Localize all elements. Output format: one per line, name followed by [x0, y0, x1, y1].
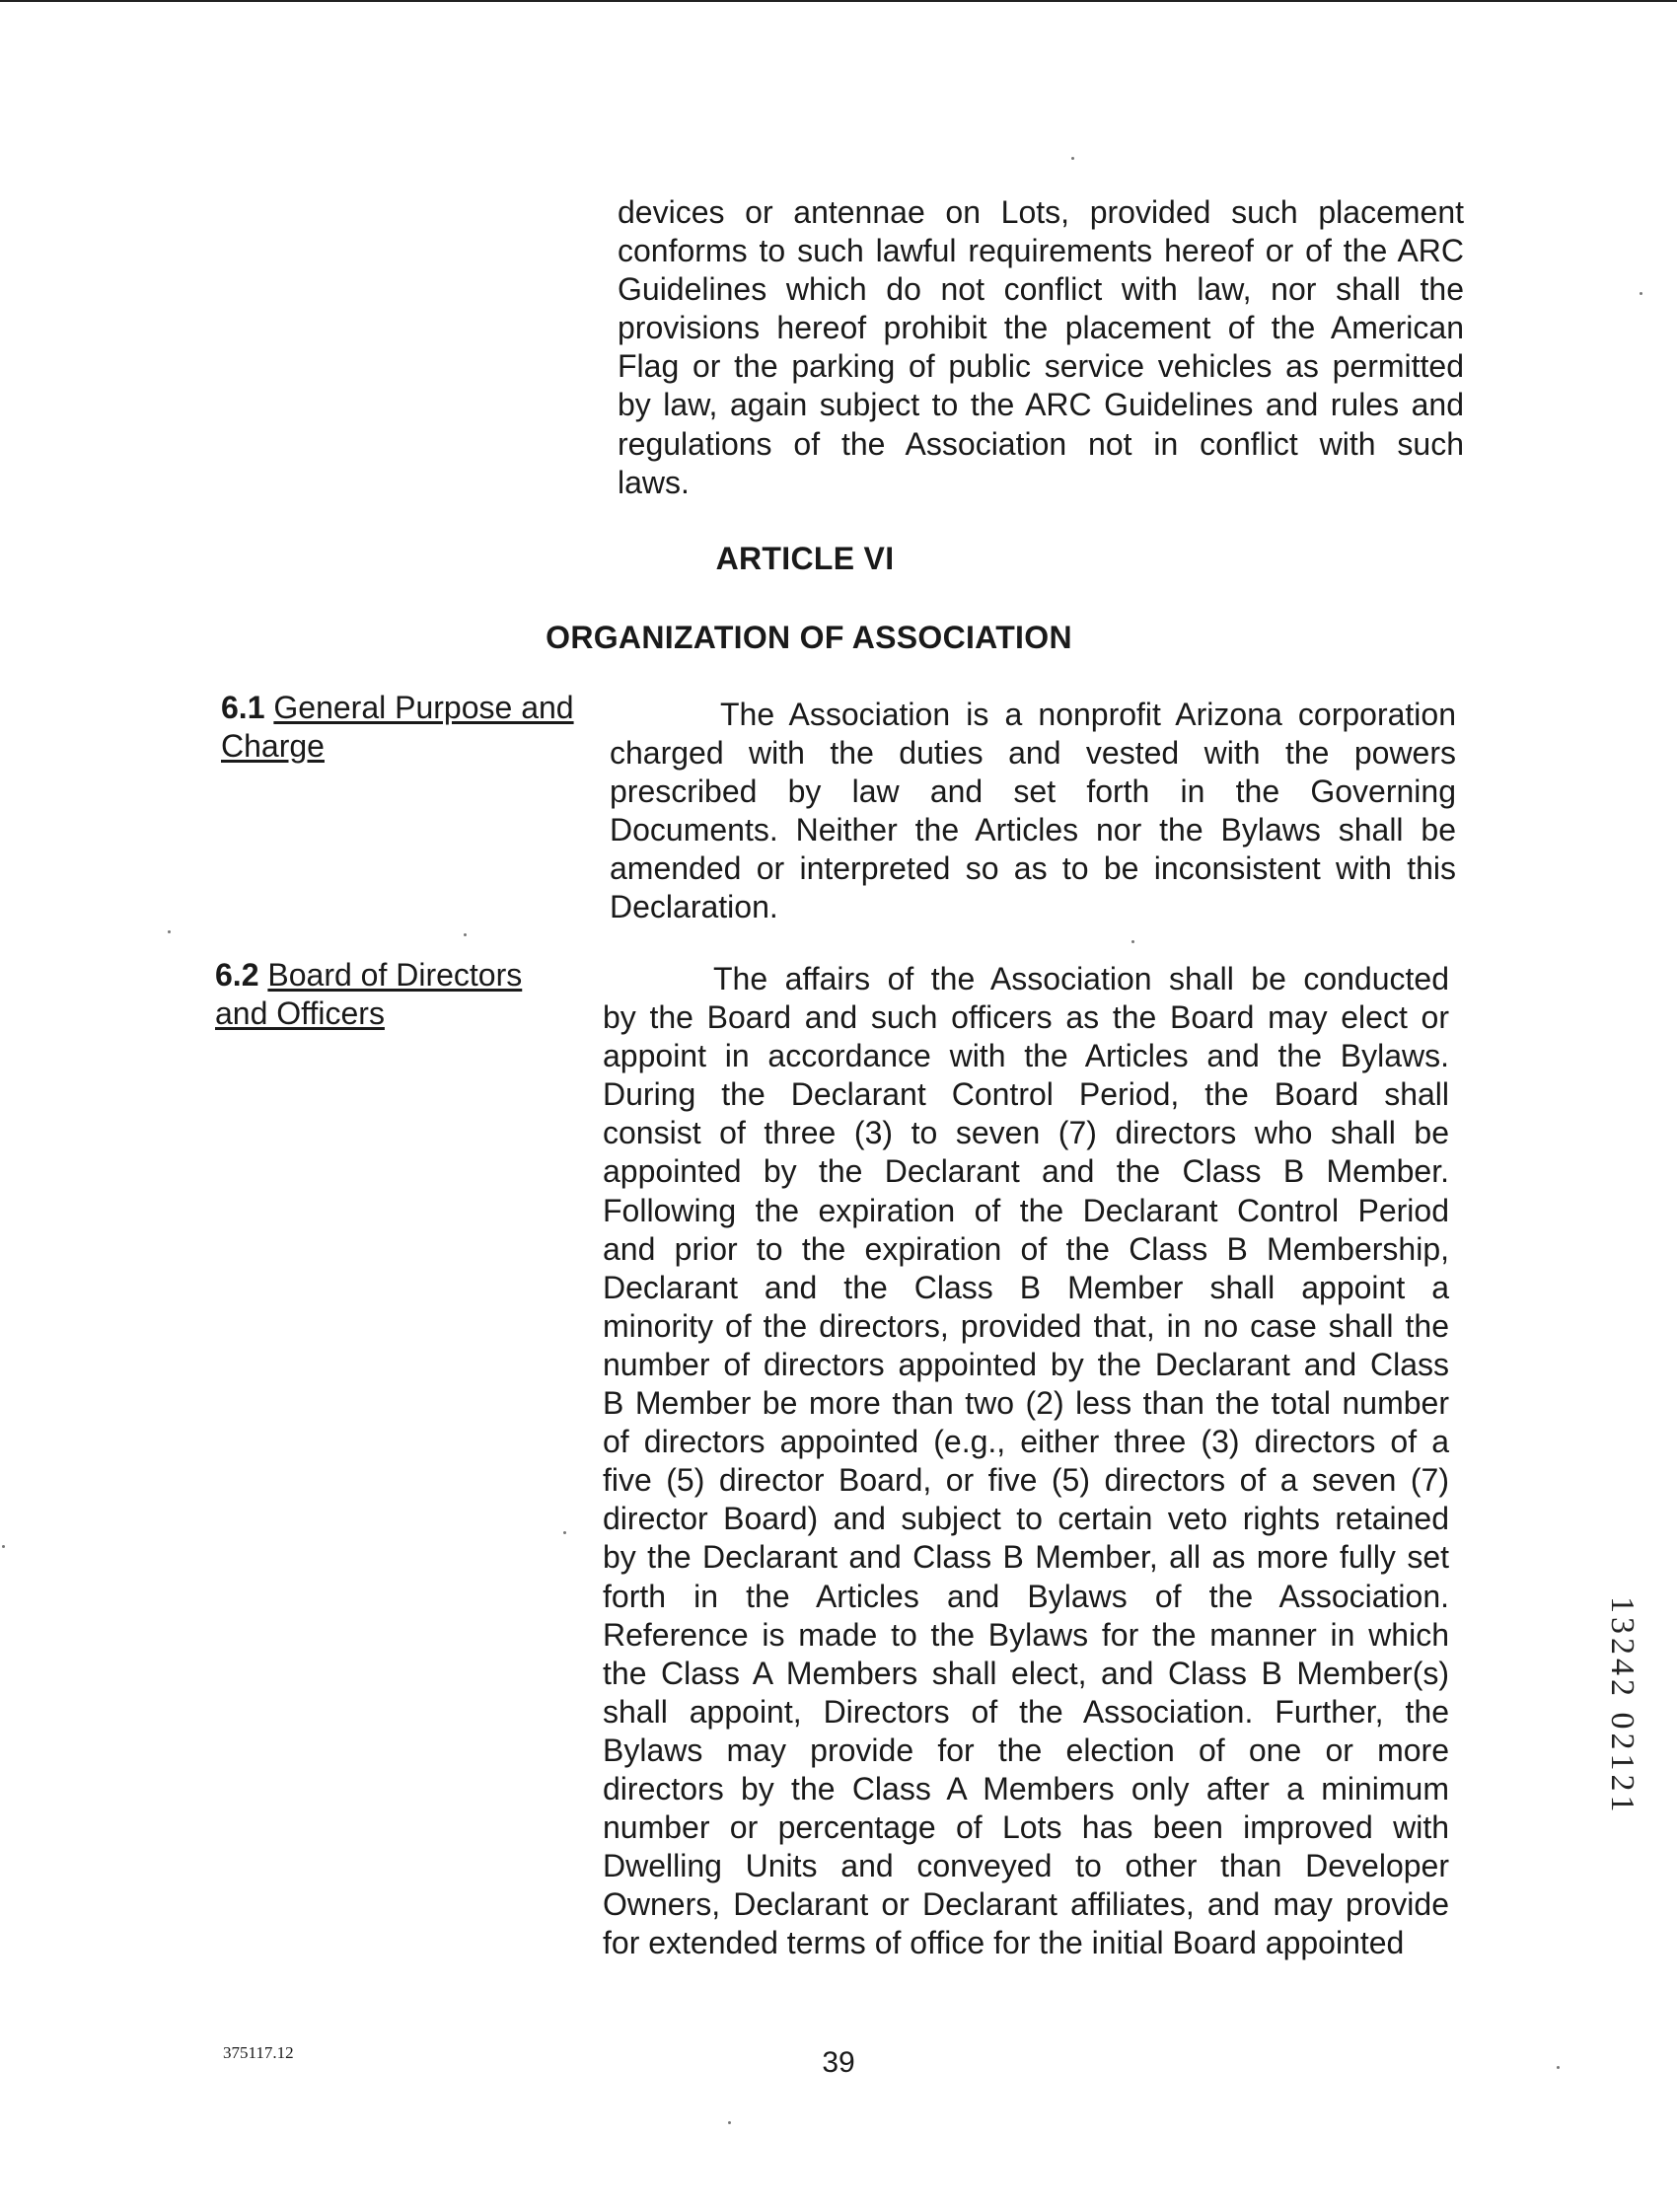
text-line: the Class A Members shall elect, and Class B Member(s): [603, 1655, 1449, 1691]
text-line: number of directors appointed by the Declarant and Class: [603, 1346, 1449, 1382]
text-line: charged with the duties and vested with the powers: [610, 735, 1456, 772]
text-line: appointed by the Declarant and the Class B Member.: [603, 1153, 1449, 1190]
section-title: General Purpose and: [273, 690, 574, 725]
text-line: Declarant and the Class B Member shall appoint a: [603, 1269, 1449, 1305]
text-line: regulations of the Association not in conflict with such: [618, 425, 1464, 462]
text-line: Owners, Declarant or Declarant affiliates, and may provide: [603, 1886, 1449, 1923]
scan-speck: [1131, 940, 1134, 943]
scan-speck: [563, 1531, 566, 1534]
continuation-paragraph: [618, 193, 1464, 502]
scan-speck: [168, 930, 171, 933]
text-line: number or percentage of Lots has been improved with: [603, 1809, 1449, 1846]
text-line: Guidelines which do not conflict with law, nor shall the: [618, 271, 1464, 308]
article-title: ORGANIZATION OF ASSOCIATION: [546, 620, 1072, 655]
section-number: 6.2: [215, 957, 259, 993]
text-line: Reference is made to the Bylaws for the manner in which: [603, 1616, 1449, 1653]
section-number: 6.1: [221, 690, 265, 725]
text-line: of directors appointed (e.g., either three (3) directors of a: [603, 1424, 1449, 1460]
text-line: provisions hereof prohibit the placement of the American: [618, 310, 1464, 346]
text-line: by the Board and such officers as the Board may elect or: [603, 999, 1449, 1036]
scan-speck: [464, 933, 467, 936]
scan-speck: [1640, 292, 1642, 295]
scan-speck: [1557, 2066, 1560, 2069]
text-line: amended or interpreted so as to be inconsistent with this: [610, 850, 1456, 887]
text-line: laws.: [618, 464, 690, 500]
page-top-border: [0, 0, 1677, 2]
text-line: devices or antennae on Lots, provided such placement: [618, 194, 1464, 230]
text-line: During the Declarant Control Period, the Board shall: [603, 1076, 1449, 1113]
section-title-cont: and Officers: [215, 995, 385, 1031]
text-line: for extended terms of office for the initial Board appointed: [603, 1925, 1405, 1961]
section-6-1-text: [610, 696, 1456, 927]
text-line: Declaration.: [610, 889, 778, 925]
text-line: consist of three (3) to seven (7) directors who shall be: [603, 1115, 1449, 1151]
text-line: Following the expiration of the Declarant Control Period: [603, 1192, 1449, 1228]
text-line: appoint in accordance with the Articles and the Bylaws.: [603, 1038, 1449, 1074]
text-line: Flag or the parking of public service vehicles as permitted: [618, 348, 1464, 385]
text-line: prescribed by law and set forth in the Governing: [610, 774, 1456, 810]
text-line: conforms to such lawful requirements hereof or of the ARC: [618, 233, 1464, 269]
text-line: director Board) and subject to certain veto rights retained: [603, 1501, 1449, 1537]
document-code: 375117.12: [223, 2043, 294, 2062]
section-title: Board of Directors: [267, 957, 523, 993]
text-line: directors by the Class A Members only after a minimum: [603, 1770, 1449, 1806]
text-line: shall appoint, Directors of the Association. Further, the: [603, 1693, 1449, 1730]
text-line: five (5) director Board, or five (5) directors of a seven (7): [603, 1462, 1449, 1499]
recording-number: 13242 02121: [1604, 1596, 1641, 1816]
article-number: ARTICLE VI: [715, 541, 895, 576]
text-line: minority of the directors, provided that, in no case shall the: [603, 1307, 1449, 1344]
page-number: 39: [822, 2046, 855, 2079]
scan-speck: [1071, 157, 1074, 160]
scan-speck: [2, 1545, 5, 1548]
section-6-2-text: [603, 960, 1449, 1962]
text-line: The affairs of the Association shall be conducted: [713, 961, 1449, 996]
text-line: by law, again subject to the ARC Guidelines and rules and: [618, 387, 1464, 423]
scan-speck: [728, 2121, 731, 2124]
section-title-cont: Charge: [221, 728, 325, 764]
section-6-2-heading: [215, 956, 522, 1033]
text-line: Bylaws may provide for the election of one or more: [603, 1732, 1449, 1768]
text-line: Documents. Neither the Articles nor the Bylaws shall be: [610, 812, 1456, 848]
text-line: and prior to the expiration of the Class B Membership,: [603, 1230, 1449, 1267]
text-line: B Member be more than two (2) less than the total number: [603, 1385, 1449, 1422]
text-line: forth in the Articles and Bylaws of the Association.: [603, 1578, 1449, 1614]
text-line: by the Declarant and Class B Member, all as more fully set: [603, 1539, 1449, 1576]
text-line: Dwelling Units and conveyed to other than Developer: [603, 1848, 1449, 1884]
text-line: The Association is a nonprofit Arizona corporation: [720, 697, 1456, 732]
section-6-1-heading: [221, 689, 574, 766]
